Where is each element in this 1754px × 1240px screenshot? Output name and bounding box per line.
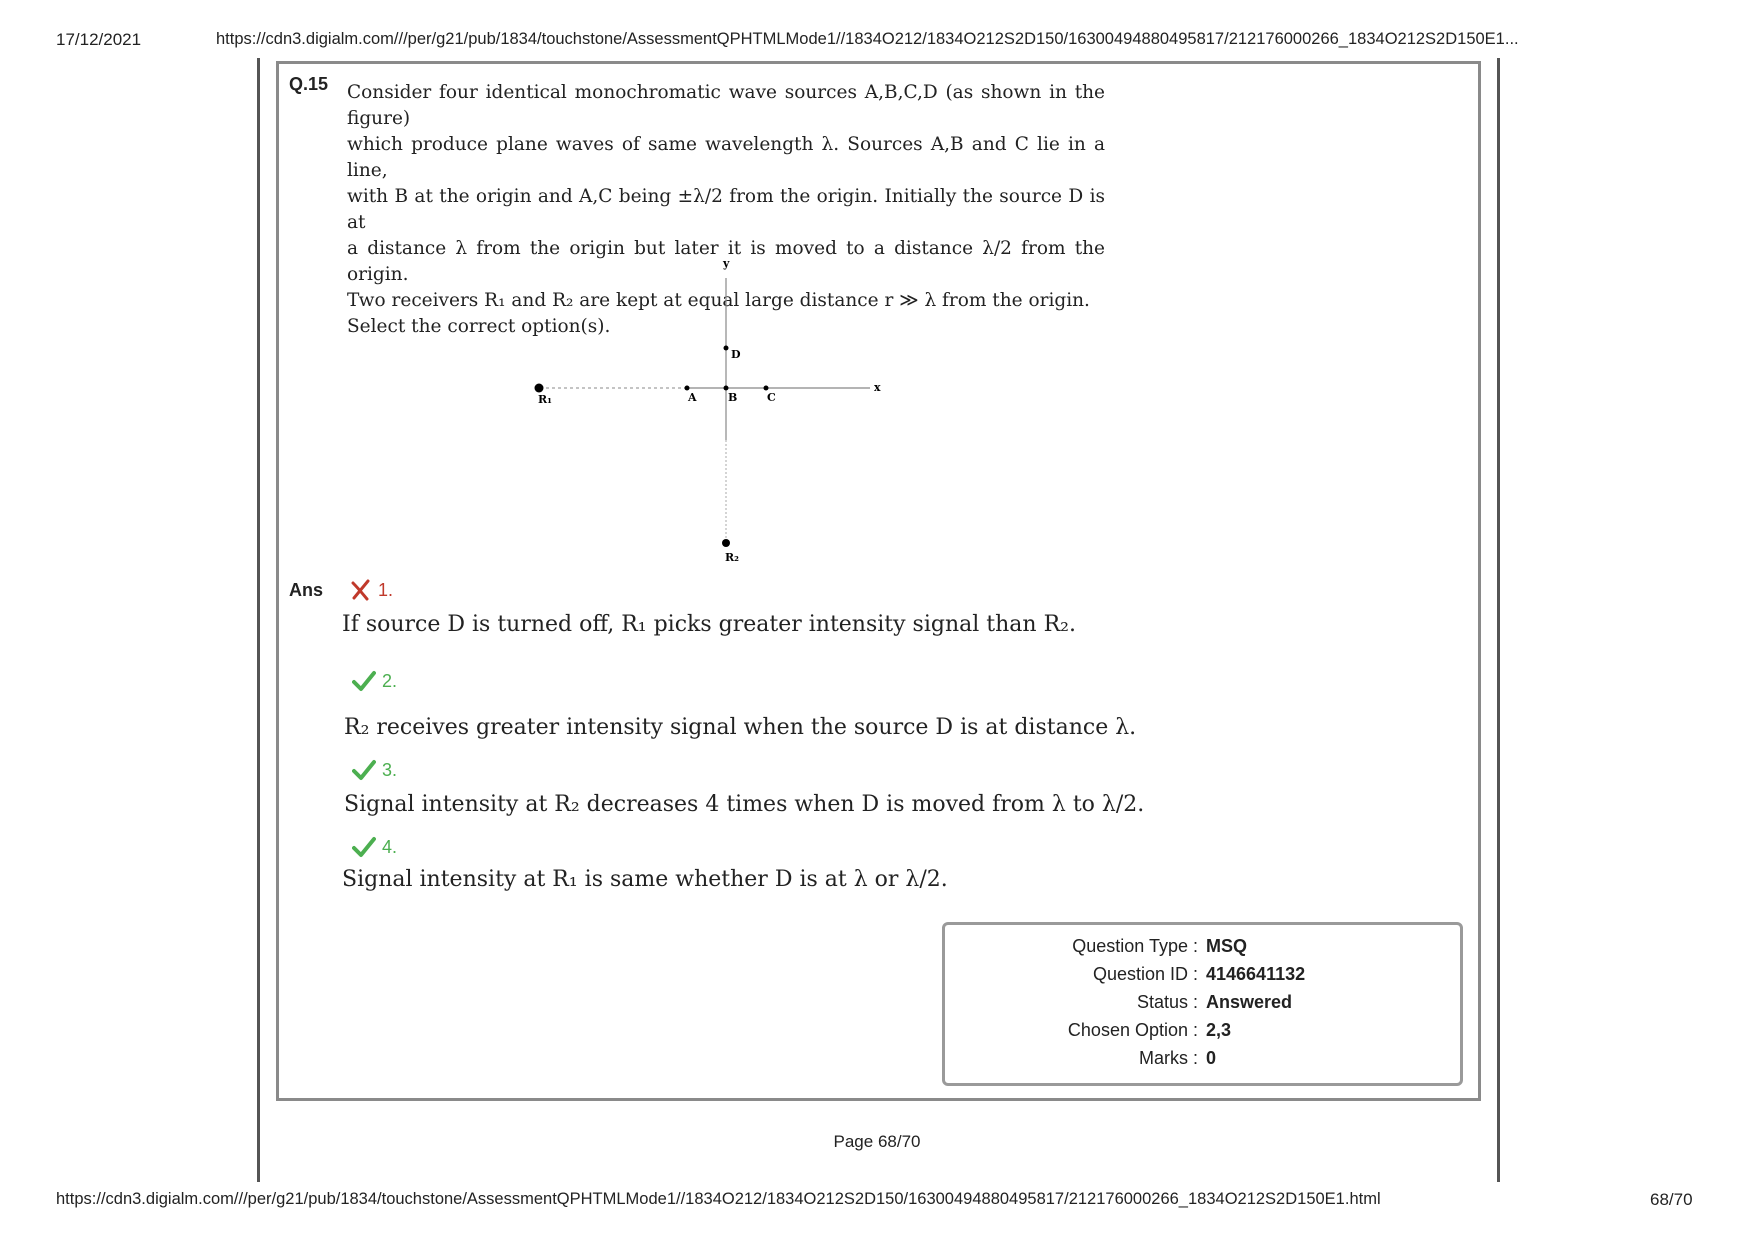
footer-page-count: 68/70 <box>1650 1190 1693 1209</box>
label-a: A <box>688 391 697 404</box>
option-2-text: R₂ receives greater intensity signal when the source D is at distance λ. <box>344 715 1137 740</box>
marks-value: 0 <box>1206 1048 1217 1068</box>
receiver-r2-point <box>722 539 730 547</box>
option-3-number: 3. <box>382 759 398 780</box>
status-value: Answered <box>1206 992 1293 1012</box>
label-r2: R₂ <box>725 551 739 564</box>
header-url: https://cdn3.digialm.com///per/g21/pub/1834/touchstone/AssessmentQPHTMLMode1//1834O212/1834O212S2D150/16300494880495817/212176000266_1834O212S2D150E1... <box>216 30 1519 48</box>
cross-icon <box>350 579 372 601</box>
right-rule <box>1497 58 1500 1182</box>
option-3-mark <box>352 759 397 781</box>
option-2-number: 2. <box>382 670 398 691</box>
source-diagram <box>520 250 900 570</box>
receiver-r1-point <box>535 384 544 393</box>
label-d: D <box>731 348 741 361</box>
question-type-value: MSQ <box>1206 936 1248 956</box>
option-2-mark <box>352 670 397 692</box>
y-axis-label: y <box>723 257 730 270</box>
status-label: Status : <box>1136 992 1198 1012</box>
option-1-number: 1. <box>378 579 394 600</box>
option-1-mark <box>350 579 393 601</box>
chosen-option-label: Chosen Option : <box>1067 1020 1198 1040</box>
question-id-label: Question ID : <box>1092 964 1198 984</box>
source-a-point <box>685 386 690 391</box>
label-b: B <box>728 391 738 404</box>
print-date: 17/12/2021 <box>56 30 142 49</box>
question-line: Two receivers R₁ and R₂ are kept at equal large distance r ≫ λ from the origin. <box>347 290 1090 311</box>
chosen-option-value: 2,3 <box>1206 1020 1232 1040</box>
option-4-mark <box>352 836 397 858</box>
label-c: C <box>767 391 776 404</box>
source-d-point <box>724 346 729 351</box>
source-b-point <box>724 386 729 391</box>
question-line: Select the correct option(s). <box>347 316 611 337</box>
check-icon <box>352 670 376 692</box>
question-line: which produce plane waves of same wavelength λ. Sources A,B and C lie in a line, <box>347 134 1105 181</box>
source-c-point <box>764 386 769 391</box>
check-icon <box>352 836 376 858</box>
footer-url: https://cdn3.digialm.com///per/g21/pub/1834/touchstone/AssessmentQPHTMLMode1//1834O212/1834O212S2D150/16300494880495817/212176000266_1834O212S2D150E1.html <box>56 1190 1381 1208</box>
option-4-text: Signal intensity at R₁ is same whether D is at λ or λ/2. <box>342 867 948 892</box>
x-axis-label: x <box>874 381 881 394</box>
question-line: Consider four identical monochromatic wave sources A,B,C,D (as shown in the figure) <box>347 82 1105 129</box>
question-line: a distance λ from the origin but later it is moved to a distance λ/2 from the origin. <box>347 238 1105 285</box>
question-number: Q.15 <box>289 74 329 94</box>
left-rule <box>257 58 260 1182</box>
check-icon <box>352 759 376 781</box>
question-id-value: 4146641132 <box>1206 964 1306 984</box>
question-type-label: Question Type : <box>1072 936 1198 956</box>
option-1-text: If source D is turned off, R₁ picks greater intensity signal than R₂. <box>342 612 1076 637</box>
option-3-text: Signal intensity at R₂ decreases 4 times when D is moved from λ to λ/2. <box>344 792 1145 817</box>
option-4-number: 4. <box>382 836 398 857</box>
marks-label: Marks : <box>1138 1048 1198 1068</box>
page-indicator: Page 68/70 <box>833 1132 921 1151</box>
answer-label: Ans <box>289 580 324 600</box>
label-r1: R₁ <box>538 393 552 406</box>
question-line: with B at the origin and A,C being ±λ/2 from the origin. Initially the source D is at <box>347 186 1105 233</box>
